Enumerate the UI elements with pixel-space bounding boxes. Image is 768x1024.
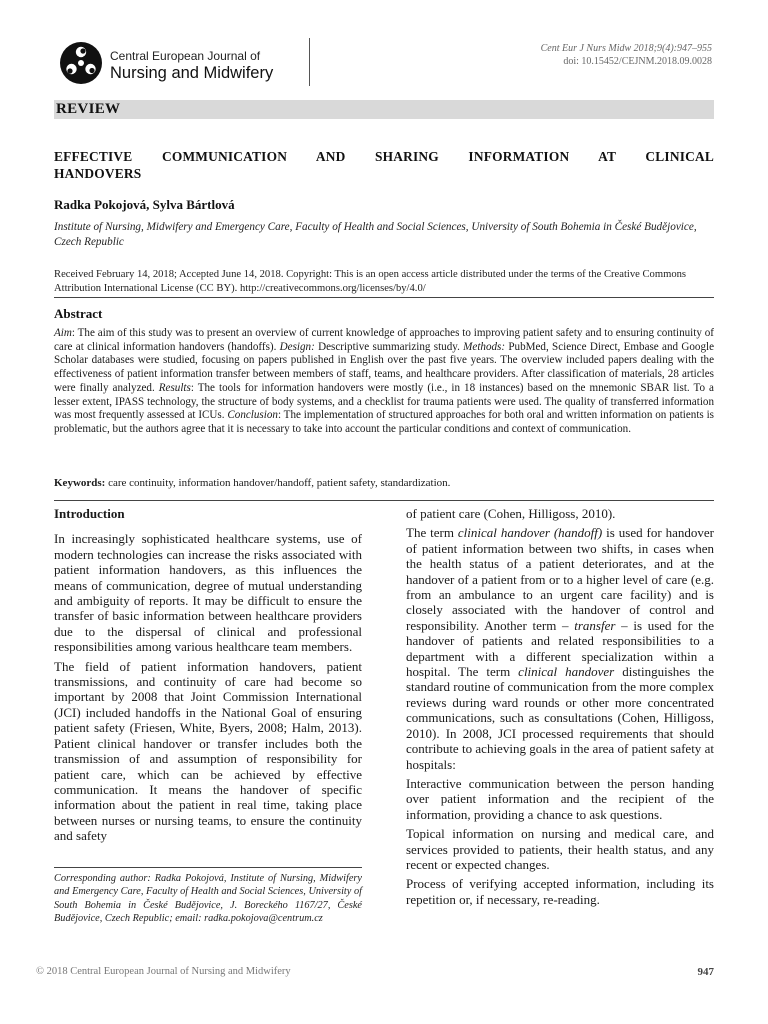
- term-clinical-handover-handoff: clinical handover (handoff): [457, 525, 603, 541]
- left-column: [54, 506, 362, 848]
- right-paragraph-2: Interactive communication between the person handing over patient information and the recipient of the information, providing a chance to ask questions.: [406, 775, 714, 822]
- term-transfer: transfer: [574, 617, 616, 633]
- article-title-line2: HANDOVERS: [54, 166, 142, 181]
- right-paragraph-3: Topical information on nursing and medical care, and services provided to patients, their health status, and any recent or expected changes.: [406, 826, 714, 872]
- left-paragraph-1: In increasingly sophisticated healthcare systems, use of modern technologies can increase the risks associated with patient information handovers, as this influences the means of communication, degree of mutual understanding and ambiguity of reports. It may be difficult to ensure the transfer of basic information between healthcare providers due to the dispersal of clinical and professional responsibilities among various healthcare team members.: [54, 531, 362, 655]
- conclusion-text: : The implementation of structured approaches for both oral and written information on patients is problematic, but the authors agree that it is necessary to take into account the particular conditions and context of communication.: [54, 409, 714, 435]
- abstract-top-rule: [54, 297, 714, 298]
- author-affiliation: Institute of Nursing, Midwifery and Emergency Care, Faculty of Health and Social Sciences, University of South Bohemia in České Budějovice, Czech Republic: [54, 221, 697, 248]
- corresponding-author-note: [54, 872, 362, 925]
- methods-text: PubMed, Science Direct, Embase and Google Scholar databases were studied, focusing on papers published in English over the past five years. The overview included papers dealing with the effectiveness of patient information transfer between members of staff, teams, and healthcare providers. After classification of materials, 28 articles were finally analyzed.: [54, 340, 715, 394]
- journal-logo: [58, 40, 318, 92]
- design-label: Design:: [279, 340, 315, 353]
- article-type-banner: [54, 100, 714, 119]
- conclusion-label: Conclusion: [227, 409, 278, 422]
- results-text: : The tools for information handovers were mostly (i.e., in 18 instances) based on the mnemonic SBAR list. To a lesser extent, IPASS technology, the structure of body systems, and a checklist for trauma patients were used. The quality of transferred information was most frequently assessed at ICUs.: [54, 381, 714, 422]
- methods-label: Methods:: [463, 340, 506, 353]
- right-paragraph-0: of patient care (Cohen, Hilligoss, 2010).: [406, 506, 616, 521]
- corresponding-name: Radka Pokojová: [154, 873, 224, 884]
- term-clinical-handover: clinical handover: [518, 664, 615, 680]
- left-paragraph-2: The field of patient information handovers, patient transmissions, and continuity of care had become so important by 2008 that Joint Commission International (JCI) included handoffs in the National Goal of ensuring patient safety (Friesen, White, Byers, 2008; Halm, 2013). Patient clinical handover or transfer includes both the transmission of and assumption of responsibility for patient care, which can be achieved by effective communication. It means the handover of specific information about the patient in real time, taking place between nurses or nursing teams, to ensure the continuity and safety: [54, 658, 362, 844]
- corresponding-label: Corresponding author:: [54, 873, 155, 884]
- article-authors: Radka Pokojová, Sylva Bártlová: [54, 197, 235, 212]
- right-column: [406, 506, 714, 911]
- corresponding-details: , Institute of Nursing, Midwifery and Emergency Care, Faculty of Health and Social Sciences, University of South Bohemia in České Budějovice, J. Boreckého 1167/27, České Budějovice, Czech Republic; email: radka.pokojova@centrum.cz: [54, 873, 362, 924]
- article-title-line1: EFFECTIVE COMMUNICATION AND SHARING INFORMATION AT CLINICAL: [54, 149, 714, 164]
- results-label: Results: [158, 381, 191, 394]
- introduction-heading: Introduction: [54, 506, 125, 521]
- article-type-label: REVIEW: [56, 101, 121, 117]
- footer-copyright: © 2018 Central European Journal of Nursing and Midwifery: [36, 966, 291, 977]
- article-title: [54, 148, 714, 182]
- keywords-line: [54, 476, 714, 490]
- right-p1-text-b: is used for handover of patient information between two shifts, in cases when the health status of a patient deteriorates, and at the handover of a patient from or to a higher level of care (e.g. from an ambulance to an urgent care facility) and is closely associated with the handover of control and responsibility. Another term –: [406, 525, 715, 633]
- citation-text: Cent Eur J Nurs Midw 2018;9(4):947–955: [540, 43, 712, 54]
- journal-name-line2: Nursing and Midwifery: [110, 64, 274, 82]
- page-number: 947: [697, 966, 714, 978]
- abstract-bottom-rule: [54, 500, 714, 501]
- triskelion-logo-icon: [58, 40, 104, 86]
- abstract-heading: Abstract: [54, 306, 103, 321]
- received-copyright-notice: Received February 14, 2018; Accepted June 14, 2018. Copyright: This is an open access article distributed under the terms of the Creative Commons Attribution International License (CC BY). http://creativecommons.org/licenses/by/4.0/: [54, 269, 687, 294]
- header-divider: [309, 38, 310, 86]
- abstract-body: [54, 327, 714, 437]
- citation-block: [541, 42, 712, 68]
- keywords-text: care continuity, information handover/handoff, patient safety, standardization.: [105, 477, 451, 489]
- footnote-rule: [54, 867, 362, 868]
- right-p1-text-c: – is used for the handover of patients and related responsibilities to a department with a different specialization within a hospital. The term: [406, 617, 714, 680]
- journal-name-line1: Central European Journal of: [110, 49, 261, 63]
- doi-link[interactable]: doi: 10.15452/CEJNM.2018.09.0028: [563, 56, 712, 67]
- design-text: Descriptive summarizing study.: [314, 340, 464, 353]
- keywords-label: Keywords:: [54, 477, 106, 489]
- aim-label: Aim: [54, 327, 72, 339]
- right-p1-text-a: The term: [406, 525, 458, 541]
- right-p1-text-d: distinguishes the standard routine of communication from the more complex reviews during ward rounds or other more concentrated communications, such as consultations (Cohen, Hilligoss, 2010). In 2008, JCI processed requirements that should contribute to achieving goals in the area of patient safety at hospitals:: [406, 664, 714, 772]
- right-paragraph-4: Process of verifying accepted information, including its repetition or, if necessary, re-reading.: [406, 876, 714, 907]
- aim-text: : The aim of this study was to present an overview of current knowledge of approaches to improving patient safety and to ensuring continuity of care at clinical information handovers (handoffs).: [54, 327, 714, 353]
- right-paragraph-1: [406, 525, 714, 772]
